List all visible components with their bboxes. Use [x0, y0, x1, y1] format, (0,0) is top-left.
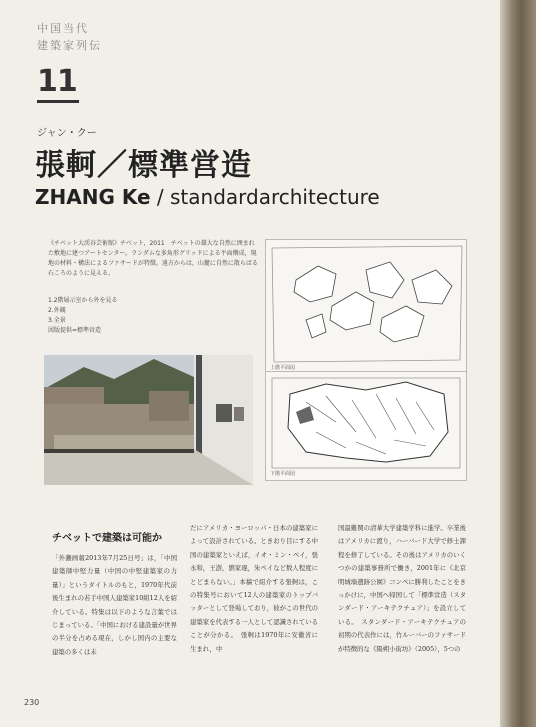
image-credit: 図版提供=標準営造 [48, 327, 102, 334]
section-heading: チベットで建築は可能か [52, 533, 162, 544]
lower-floor-plan [265, 371, 467, 481]
page-number: 230 [24, 698, 40, 707]
article-title-en [35, 185, 380, 209]
caption-item: 2.外観 [48, 307, 66, 314]
facing-page-edge [500, 0, 536, 727]
lower-plan-caption: 下階平面図 [270, 471, 296, 477]
caption-item: 1.2階展示室から外を見る [48, 297, 118, 304]
photo-caption: 《チベット大渓谷芸術館》チベット，2011 チベットの雄大な自然に囲まれた敷地に建つアートセンター。ランダムな多角形グリッドによる平面構成，現地の材料・構法によるファサードが特徴。遠方からは，山麓に自然に散らばる石ころのように見える。 [48, 240, 258, 277]
chapter-number: 11 [37, 64, 77, 99]
upper-floor-plan [265, 239, 467, 373]
firm-name-en: / standardarchitecture [156, 185, 380, 209]
architect-name-en: ZHANG Ke [35, 185, 151, 209]
article-column-1: 「外灘画報2013年7月25日号」は，「中国建築師中堅力量（中国の中堅建築家の力量）」というタイトルのもと，1970年代前後生まれの若手中国人建築家10組12人を紹介している。特集は以下のような言葉ではじまっている。「中国における建設量が世界の半分を占める現在，しかし国内の主要な建築の多くは未 [52, 554, 177, 656]
chapter-underline [37, 100, 79, 103]
article-column-3: 国最難関の清華大学建築学科に進学。卒業後はアメリカに渡り，ハーバード大学で修士課程を修了している。その後はアメリカのいくつかの建築事務所で働き，2001年に《北京明城墙遺跡公園》コンペに勝利したことをきっかけに，中国へ帰国して「標準営造（スタンダード・アーキテクチュア）」を設立している。 スタンダード・アーキテクチュアの初期の代表作には，竹ルーバーのファサードが特徴的な《陽朔小街坊》（2005），5つの [338, 524, 466, 653]
upper-plan-caption: 上階平面図 [270, 365, 296, 371]
architect-name-kana: ジャン・クー [37, 128, 97, 139]
gallery-photo [44, 349, 253, 485]
caption-list [48, 296, 118, 336]
series-title-line2: 建築家列伝 [37, 39, 102, 52]
series-title-line1: 中国当代 [37, 22, 89, 35]
article-title-jp: 張軻／標準営造 [35, 148, 252, 183]
article-column-2: だにアメリカ・ヨーロッパ・日本の建築家によって設計されている。ときおり目にする中国の建築家といえば，イオ・ミン・ペイ，張永和，王澍，劉家琨，朱ペイなど数人程度にとどまらない。」本稿で紹介する張軻は，この特集号において12人の建築家のトップバッターとして登場しており，彼がこの世代の建築家を代表する一人として認識されていることが分かる。 張軻は1970年に安徽省に生まれ，中 [190, 524, 318, 653]
caption-item: 3.全景 [48, 317, 66, 324]
